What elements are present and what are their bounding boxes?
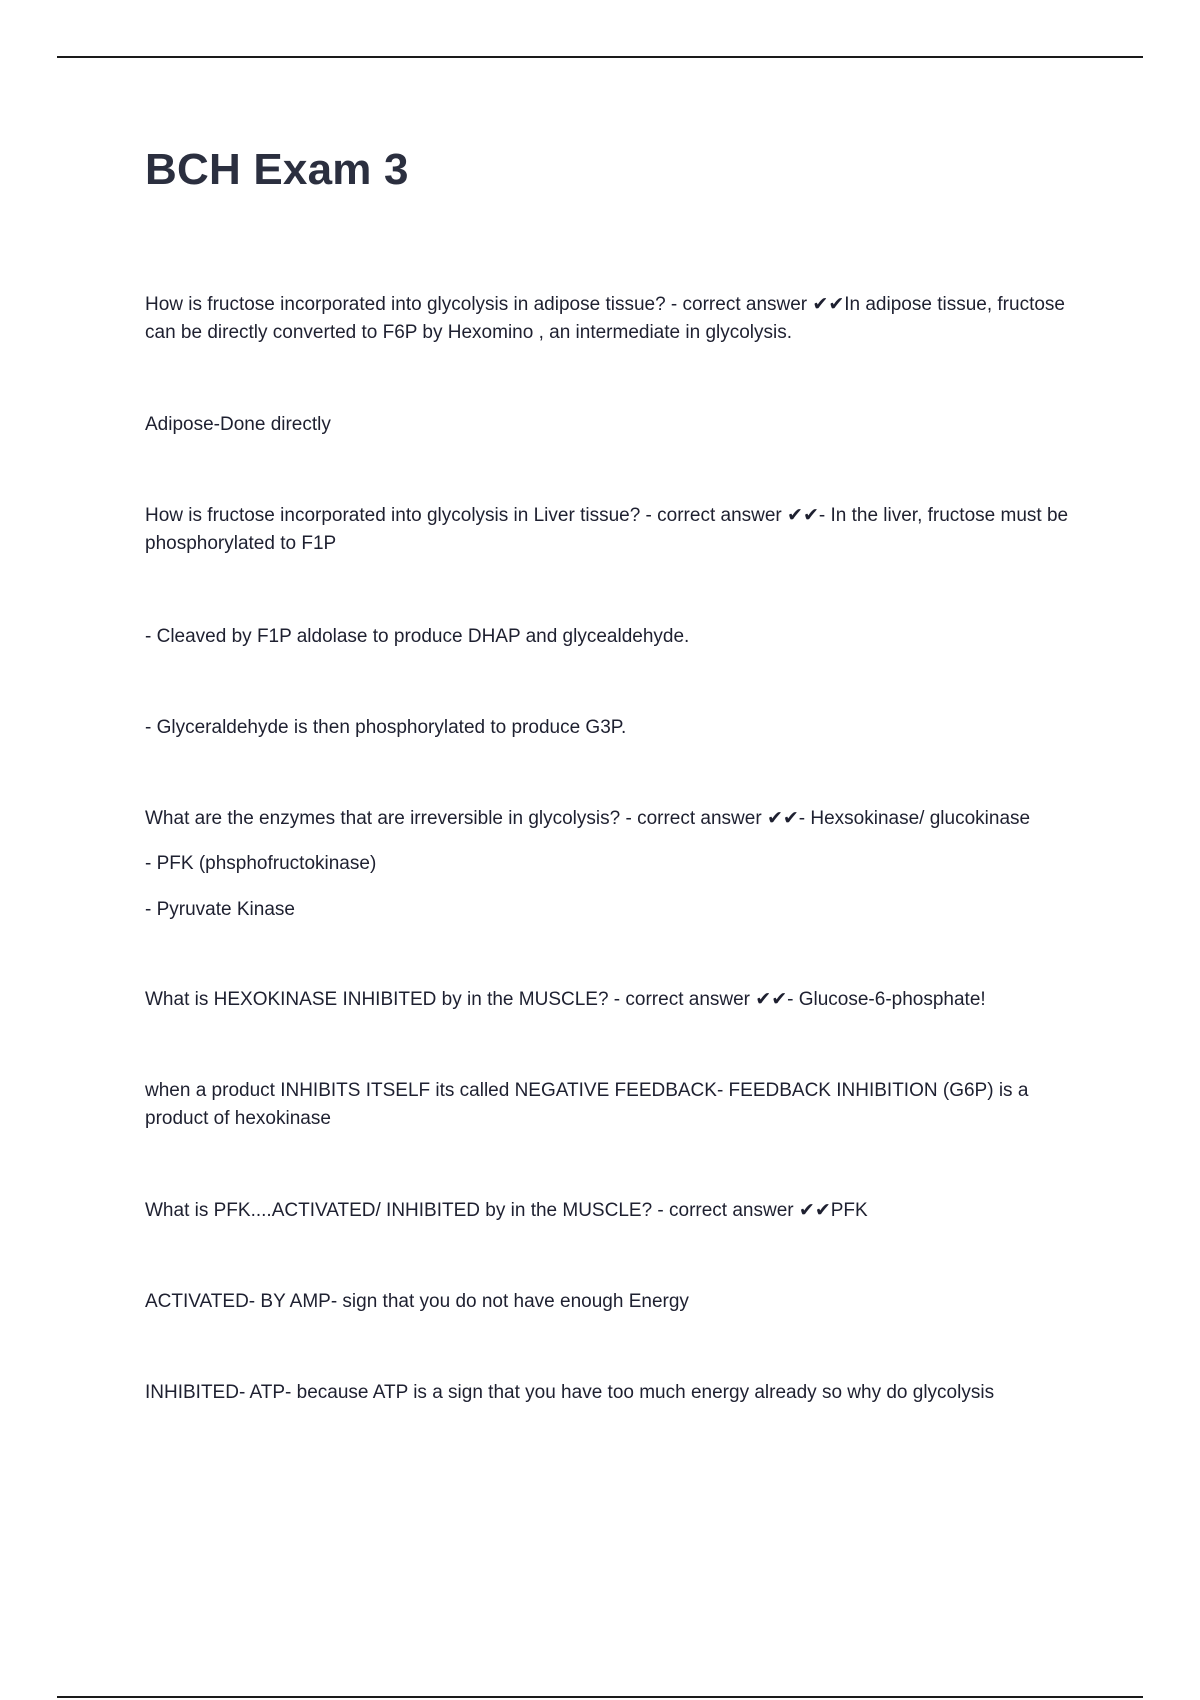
- paragraph-pfk: - PFK (phsphofructokinase): [145, 853, 377, 874]
- paragraph-adipose-done: Adipose-Done directly: [145, 414, 331, 435]
- document-title: BCH Exam 3: [145, 145, 409, 194]
- bottom-rule: [57, 1696, 1143, 1698]
- paragraph-fructose-liver: How is fructose incorporated into glycolysis in Liver tissue? - correct answer ✔✔- In the liver, fructose must be phosphorylated to F1P: [145, 505, 1069, 554]
- paragraph-inhibited-atp: INHIBITED- ATP- because ATP is a sign that you have too much energy already so why do glycolysis: [145, 1382, 995, 1403]
- paragraph-negative-feedback: when a product INHIBITS ITSELF its called NEGATIVE FEEDBACK- FEEDBACK INHIBITION (G6P) is a product of hexokinase: [145, 1080, 1029, 1129]
- paragraph-pyruvate-kinase: - Pyruvate Kinase: [145, 899, 295, 920]
- top-rule: [57, 56, 1143, 58]
- paragraph-f1p-aldolase: - Cleaved by F1P aldolase to produce DHAP and glycealdehyde.: [145, 626, 690, 647]
- paragraph-fructose-adipose: How is fructose incorporated into glycolysis in adipose tissue? - correct answer ✔✔In adipose tissue, fructose can be directly converted to F6P by Hexomino , an intermediate in glycolysis.: [145, 294, 1065, 343]
- paragraph-glyceraldehyde: - Glyceraldehyde is then phosphorylated to produce G3P.: [145, 717, 627, 738]
- paragraph-pfk-activated-inhibited: What is PFK....ACTIVATED/ INHIBITED by in the MUSCLE? - correct answer ✔✔PFK: [145, 1200, 868, 1221]
- paragraph-hexokinase-inhibited: What is HEXOKINASE INHIBITED by in the MUSCLE? - correct answer ✔✔- Glucose-6-phosphate!: [145, 989, 986, 1010]
- paragraph-irreversible-enzymes: What are the enzymes that are irreversible in glycolysis? - correct answer ✔✔- Hexsokinase/ glucokinase: [145, 808, 1031, 829]
- paragraph-activated-amp: ACTIVATED- BY AMP- sign that you do not have enough Energy: [145, 1291, 689, 1312]
